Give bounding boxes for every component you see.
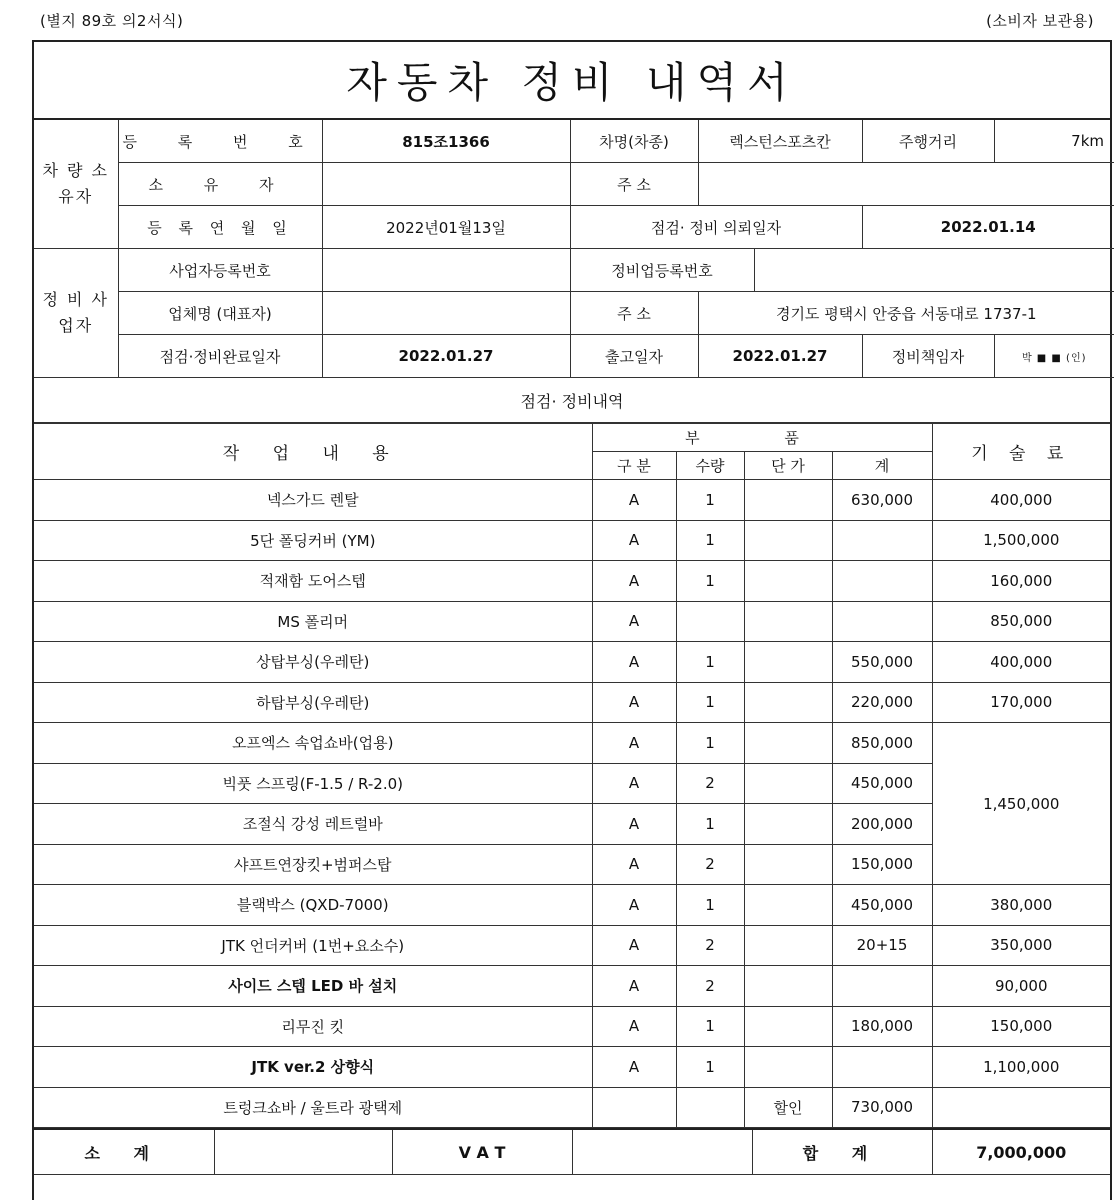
owner-address-label: 주 소 <box>570 163 698 206</box>
company-value <box>322 292 570 335</box>
item-category <box>592 1087 676 1128</box>
shop-address-value: 경기도 평택시 안중읍 서동대로 1737-1 <box>698 292 1114 335</box>
item-qty <box>676 1087 744 1128</box>
item-qty: 1 <box>676 885 744 926</box>
item-sum: 220,000 <box>832 682 932 723</box>
item-name: 빅풋 스프링(F-1.5 / R-2.0) <box>34 763 592 804</box>
total-value: 7,000,000 <box>932 1129 1110 1175</box>
item-qty: 2 <box>676 763 744 804</box>
col-unit-price: 단 가 <box>744 452 832 480</box>
shop-reg-value <box>754 249 1114 292</box>
owner-name-value <box>322 163 570 206</box>
item-labor <box>932 1087 1110 1128</box>
table-row <box>34 1087 1110 1128</box>
table-row <box>34 561 1110 602</box>
owner-address-value <box>698 163 1114 206</box>
item-category: A <box>592 1006 676 1047</box>
reg-no-label: 등 록 번 호 <box>118 120 322 163</box>
item-unit-price <box>744 601 832 642</box>
item-unit-price <box>744 520 832 561</box>
item-labor: 1,100,000 <box>932 1047 1110 1088</box>
item-labor: 150,000 <box>932 1006 1110 1047</box>
item-labor: 400,000 <box>932 642 1110 683</box>
table-row <box>34 723 1110 764</box>
item-category: A <box>592 966 676 1007</box>
item-qty: 1 <box>676 1047 744 1088</box>
item-name: JTK ver.2 상향식 <box>34 1047 592 1088</box>
item-sum: 550,000 <box>832 642 932 683</box>
items-table <box>34 423 1110 1128</box>
item-category: A <box>592 925 676 966</box>
shop-reg-label: 정비업등록번호 <box>570 249 754 292</box>
item-unit-price <box>744 925 832 966</box>
table-row <box>34 642 1110 683</box>
done-date-label: 점검·정비완료일자 <box>118 335 322 378</box>
item-unit-price <box>744 561 832 602</box>
manager-label: 정비책임자 <box>862 335 994 378</box>
item-sum: 180,000 <box>832 1006 932 1047</box>
col-category: 구 분 <box>592 452 676 480</box>
table-row <box>34 520 1110 561</box>
col-labor: 기 술 료 <box>932 424 1110 480</box>
item-name: 조절식 강성 레트럴바 <box>34 804 592 845</box>
item-qty: 1 <box>676 682 744 723</box>
item-sum: 450,000 <box>832 763 932 804</box>
item-qty: 1 <box>676 480 744 521</box>
item-qty: 1 <box>676 723 744 764</box>
item-name: 5단 폴딩커버 (YM) <box>34 520 592 561</box>
item-sum <box>832 561 932 602</box>
car-name-value: 렉스턴스포츠칸 <box>698 120 862 163</box>
item-category: A <box>592 804 676 845</box>
table-row <box>34 682 1110 723</box>
reg-no-value: 815조1366 <box>322 120 570 163</box>
item-sum <box>832 520 932 561</box>
item-name: 사이드 스텝 LED 바 설치 <box>34 966 592 1007</box>
item-category: A <box>592 480 676 521</box>
item-labor: 90,000 <box>932 966 1110 1007</box>
item-unit-price: 할인 <box>744 1087 832 1128</box>
item-unit-price <box>744 642 832 683</box>
item-name: 오프엑스 속업쇼바(업용) <box>34 723 592 764</box>
item-labor: 400,000 <box>932 480 1110 521</box>
owner-name-label: 소 유 자 <box>118 163 322 206</box>
item-name: 적재함 도어스텝 <box>34 561 592 602</box>
item-sum: 630,000 <box>832 480 932 521</box>
shop-group-label: 정 비 사업자 <box>34 249 118 378</box>
item-qty: 1 <box>676 520 744 561</box>
item-qty: 1 <box>676 561 744 602</box>
item-category: A <box>592 885 676 926</box>
document-title: 자동차 정비 내역서 <box>34 42 1110 120</box>
release-date-label: 출고일자 <box>570 335 698 378</box>
item-name: 블랙박스 (QXD-7000) <box>34 885 592 926</box>
item-unit-price <box>744 480 832 521</box>
item-name: 넥스가드 렌탈 <box>34 480 592 521</box>
totals-table <box>34 1128 1110 1175</box>
manager-value: 박 ■ ■ (인) <box>994 335 1114 378</box>
item-sum: 730,000 <box>832 1087 932 1128</box>
item-category: A <box>592 723 676 764</box>
item-sum <box>832 601 932 642</box>
col-qty: 수량 <box>676 452 744 480</box>
item-name: JTK 언더커버 (1번+요소수) <box>34 925 592 966</box>
table-row <box>34 966 1110 1007</box>
item-sum: 450,000 <box>832 885 932 926</box>
mileage-label: 주행거리 <box>862 120 994 163</box>
table-row <box>34 480 1110 521</box>
item-qty: 2 <box>676 844 744 885</box>
car-name-label: 차명(차종) <box>570 120 698 163</box>
item-unit-price <box>744 1006 832 1047</box>
item-category: A <box>592 844 676 885</box>
item-category: A <box>592 561 676 602</box>
mileage-value: 7km <box>994 120 1114 163</box>
table-row <box>34 1047 1110 1088</box>
owner-group-label: 차 량 소유자 <box>34 120 118 249</box>
biz-no-label: 사업자등록번호 <box>118 249 322 292</box>
col-sum: 계 <box>832 452 932 480</box>
table-row <box>34 601 1110 642</box>
form-number: (별지 89호 의2서식) <box>40 12 184 30</box>
item-name: 상탑부싱(우레탄) <box>34 642 592 683</box>
item-category: A <box>592 601 676 642</box>
item-qty: 2 <box>676 925 744 966</box>
item-qty: 2 <box>676 966 744 1007</box>
col-work: 작 업 내 용 <box>34 424 592 480</box>
item-labor: 850,000 <box>932 601 1110 642</box>
item-unit-price <box>744 885 832 926</box>
item-category: A <box>592 1047 676 1088</box>
item-name: 하탑부싱(우레탄) <box>34 682 592 723</box>
item-sum: 850,000 <box>832 723 932 764</box>
item-labor: 380,000 <box>932 885 1110 926</box>
table-row <box>34 885 1110 926</box>
table-row <box>34 1006 1110 1047</box>
subtotal-value <box>214 1129 392 1175</box>
reg-date-value: 2022년01월13일 <box>322 206 570 249</box>
vat-label: V A T <box>392 1129 572 1175</box>
item-category: A <box>592 763 676 804</box>
item-name: 리무진 킷 <box>34 1006 592 1047</box>
item-unit-price <box>744 723 832 764</box>
item-unit-price <box>744 1047 832 1088</box>
item-sum <box>832 1047 932 1088</box>
item-unit-price <box>744 966 832 1007</box>
item-name: MS 폴리머 <box>34 601 592 642</box>
repair-statement-sheet <box>32 40 1112 1200</box>
item-sum: 200,000 <box>832 804 932 845</box>
reg-date-label: 등 록 연 월 일 <box>118 206 322 249</box>
table-row <box>34 925 1110 966</box>
item-name: 트렁크쇼바 / 울트라 광택제 <box>34 1087 592 1128</box>
item-category: A <box>592 520 676 561</box>
vat-value <box>572 1129 752 1175</box>
item-labor: 1,500,000 <box>932 520 1110 561</box>
done-date-value: 2022.01.27 <box>322 335 570 378</box>
item-qty: 1 <box>676 804 744 845</box>
item-unit-price <box>744 682 832 723</box>
copy-type: (소비자 보관용) <box>986 12 1094 30</box>
biz-no-value <box>322 249 570 292</box>
item-labor: 350,000 <box>932 925 1110 966</box>
item-qty: 1 <box>676 642 744 683</box>
release-date-value: 2022.01.27 <box>698 335 862 378</box>
request-date-value: 2022.01.14 <box>862 206 1114 249</box>
subtotal-label: 소 계 <box>34 1129 214 1175</box>
shop-address-label: 주 소 <box>570 292 698 335</box>
total-label: 합 계 <box>752 1129 932 1175</box>
item-unit-price <box>744 804 832 845</box>
section-title: 점검· 정비내역 <box>34 378 1110 423</box>
item-name: 샤프트연장킷+범퍼스탑 <box>34 844 592 885</box>
item-unit-price <box>744 763 832 804</box>
item-sum: 20+15 <box>832 925 932 966</box>
item-qty <box>676 601 744 642</box>
request-date-label: 점검· 정비 의뢰일자 <box>570 206 862 249</box>
company-label: 업체명 (대표자) <box>118 292 322 335</box>
item-labor: 170,000 <box>932 682 1110 723</box>
item-sum <box>832 966 932 1007</box>
item-category: A <box>592 682 676 723</box>
item-labor: 1,450,000 <box>932 723 1110 885</box>
info-table <box>34 120 1114 378</box>
item-unit-price <box>744 844 832 885</box>
item-sum: 150,000 <box>832 844 932 885</box>
item-labor: 160,000 <box>932 561 1110 602</box>
item-category: A <box>592 642 676 683</box>
item-qty: 1 <box>676 1006 744 1047</box>
col-parts: 부 품 <box>592 424 932 452</box>
